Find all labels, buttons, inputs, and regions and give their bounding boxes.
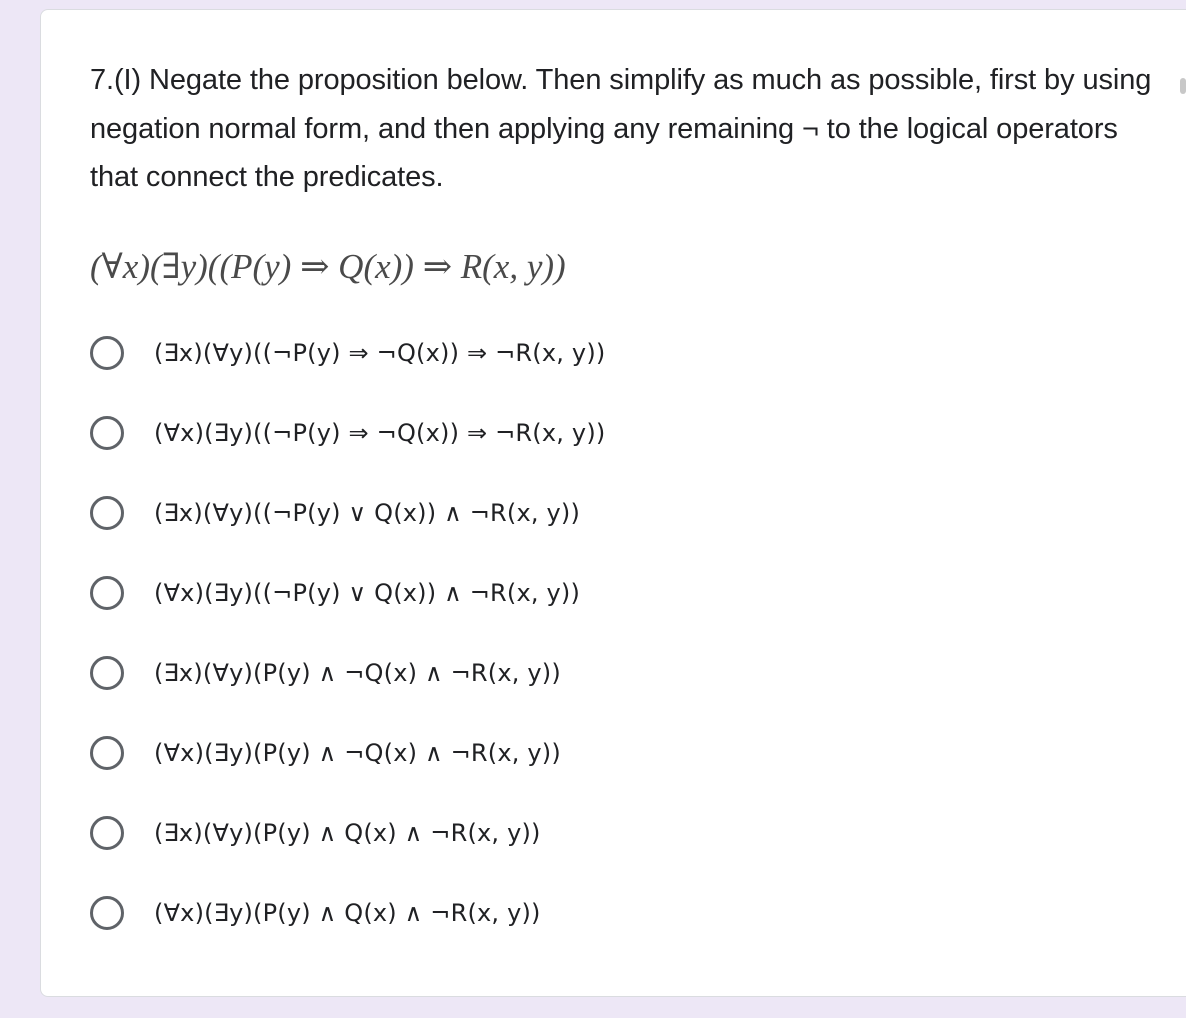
option-4[interactable] [90,553,1090,633]
option-label[interactable]: (∃x)(∀y)(P(y) ∧ Q(x) ∧ ¬R(x, y)) [154,819,541,847]
proposition-formula: (∀x)(∃y)((P(y) ⇒ Q(x)) ⇒ R(x, y)) [90,247,566,286]
question-text: 7.(I) Negate the proposition below. Then simplify as much as possible, first by using negation normal form, and then applying any remaining ¬ to the logical operators that connect the predicates. [90,64,1152,193]
option-label[interactable]: (∃x)(∀y)(P(y) ∧ ¬Q(x) ∧ ¬R(x, y)) [154,659,561,687]
option-label[interactable]: (∀x)(∃y)(P(y) ∧ ¬Q(x) ∧ ¬R(x, y)) [154,739,561,767]
radio-button-icon[interactable] [90,656,124,690]
answer-options [90,313,1090,953]
radio-button-icon[interactable] [90,736,124,770]
option-6[interactable] [90,713,1090,793]
option-label[interactable]: (∀x)(∃y)((¬P(y) ⇒ ¬Q(x)) ⇒ ¬R(x, y)) [154,419,606,447]
radio-button-icon[interactable] [90,896,124,930]
scrollbar[interactable] [1180,78,1186,94]
radio-button-icon[interactable] [90,576,124,610]
option-1[interactable] [90,313,1090,393]
radio-button-icon[interactable] [90,336,124,370]
option-3[interactable] [90,473,1090,553]
option-label[interactable]: (∃x)(∀y)((¬P(y) ⇒ ¬Q(x)) ⇒ ¬R(x, y)) [154,339,606,367]
option-label[interactable]: (∃x)(∀y)((¬P(y) ∨ Q(x)) ∧ ¬R(x, y)) [154,499,581,527]
option-7[interactable] [90,793,1090,873]
radio-button-icon[interactable] [90,416,124,450]
radio-button-icon[interactable] [90,816,124,850]
option-5[interactable] [90,633,1090,713]
option-label[interactable]: (∀x)(∃y)(P(y) ∧ Q(x) ∧ ¬R(x, y)) [154,899,541,927]
option-label[interactable]: (∀x)(∃y)((¬P(y) ∨ Q(x)) ∧ ¬R(x, y)) [154,579,581,607]
option-2[interactable] [90,393,1090,473]
option-8[interactable] [90,873,1090,953]
radio-button-icon[interactable] [90,496,124,530]
